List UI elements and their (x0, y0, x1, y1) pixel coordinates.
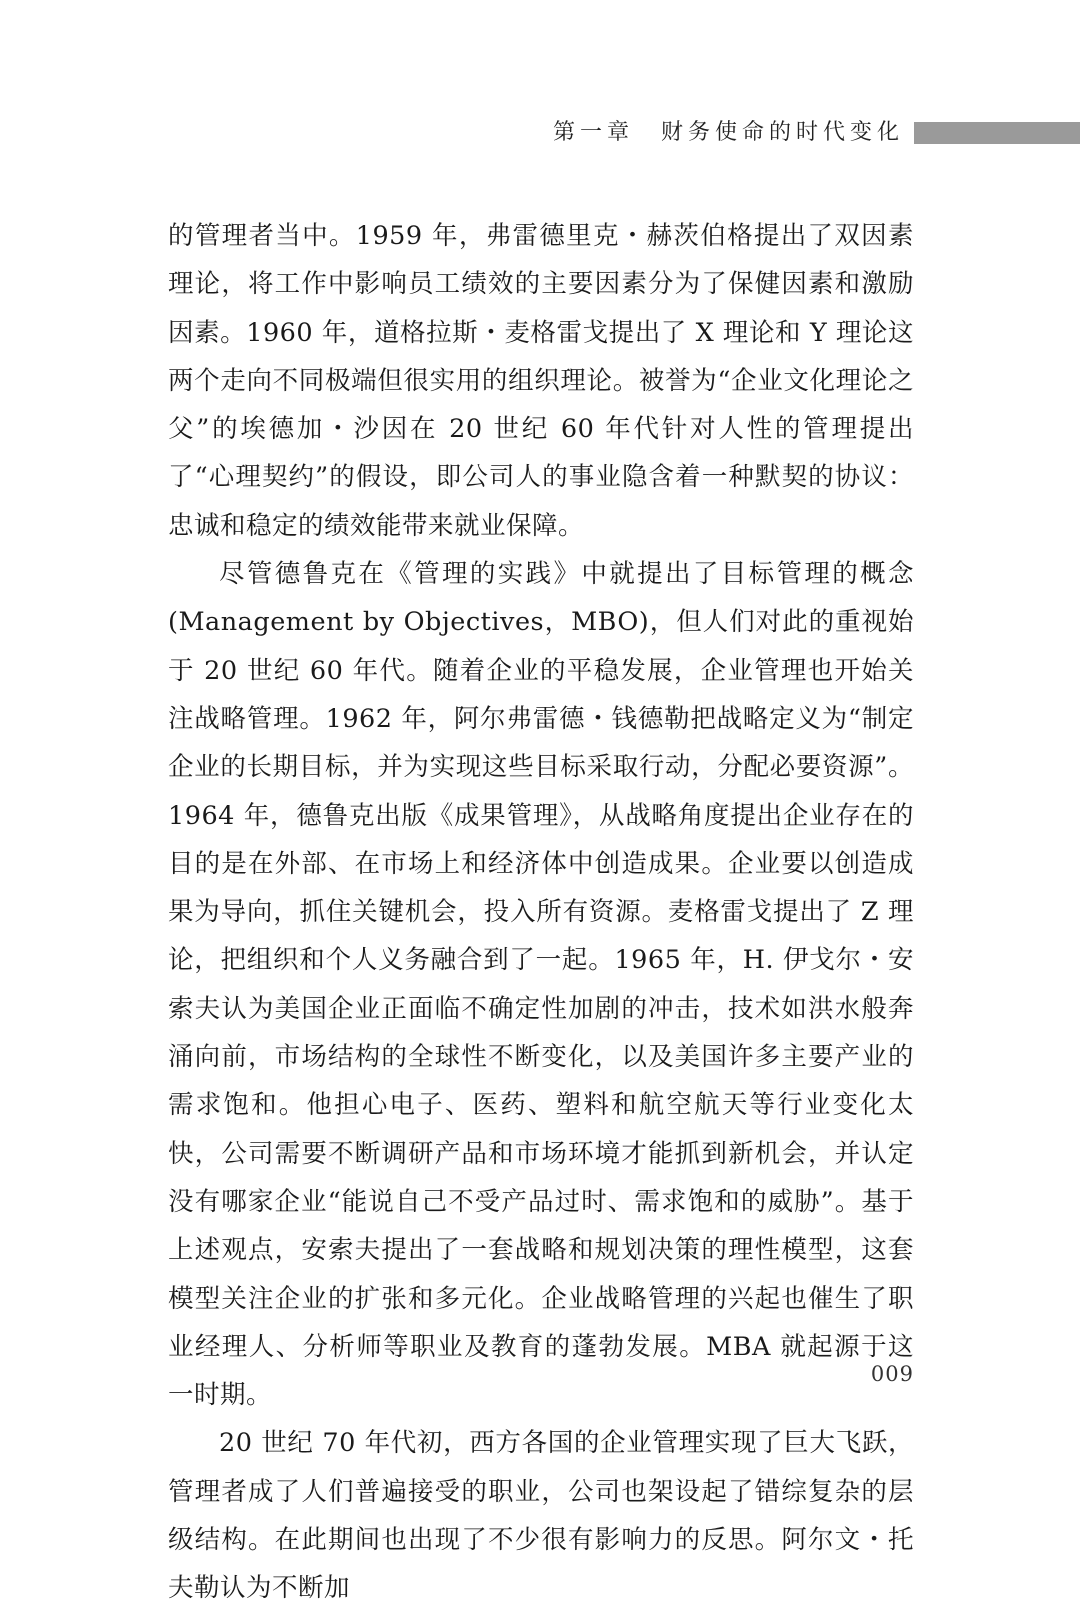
paragraph-continued: 的管理者当中。1959 年，弗雷德里克・赫茨伯格提出了双因素理论，将工作中影响员工绩效的主要因素分为了保健因素和激励因素。1960 年，道格拉斯・麦格雷戈提出了 X 理论和 Y 理论这两个走向不同极端但很实用的组织理论。被誉为“企业文化理论之父”的埃德加・沙因在 20 世纪 60 年代针对人性的管理提出了“心理契约”的假设，即公司人的事业隐含着一种默契的协议：忠诚和稳定的绩效能带来就业保障。 (168, 221, 914, 541)
body-text (168, 212, 914, 1613)
running-header (0, 118, 1080, 148)
page-number: 009 (870, 1362, 914, 1386)
paragraph: 尽管德鲁克在《管理的实践》中就提出了目标管理的概念(Management by Objectives，MBO)，但人们对此的重视始于 20 世纪 60 年代。随着企业的平稳发展，企业管理也开始关注战略管理。1962 年，阿尔弗雷德・钱德勒把战略定义为“制定企业的长期目标，并为实现这些目标采取行动，分配必要资源”。1964 年，德鲁克出版《成果管理》，从战略角度提出企业存在的目的是在外部、在市场上和经济体中创造成果。企业要以创造成果为导向，抓住关键机会，投入所有资源。麦格雷戈提出了 Z 理论，把组织和个人义务融合到了一起。1965 年，H. 伊戈尔・安索夫认为美国企业正面临不确定性加剧的冲击，技术如洪水般奔涌向前，市场结构的全球性不断变化，以及美国许多主要产业的需求饱和。他担心电子、医药、塑料和航空航天等行业变化太快，公司需要不断调研产品和市场环境才能抓到新机会，并认定没有哪家企业“能说自己不受产品过时、需求饱和的威胁”。基于上述观点，安索夫提出了一套战略和规划决策的理性模型，这套模型关注企业的扩张和多元化。企业战略管理的兴起也催生了职业经理人、分析师等职业及教育的蓬勃发展。MBA 就起源于这一时期。 (168, 559, 914, 1411)
header-decorative-bar (914, 122, 1080, 144)
paragraph: 20 世纪 70 年代初，西方各国的企业管理实现了巨大飞跃，管理者成了人们普遍接受的职业，公司也架设起了错综复杂的层级结构。在此期间也出现了不少很有影响力的反思。阿尔文・托夫勒认为不断加 (168, 1428, 914, 1604)
chapter-title: 第一章 财务使命的时代变化 (552, 120, 904, 145)
